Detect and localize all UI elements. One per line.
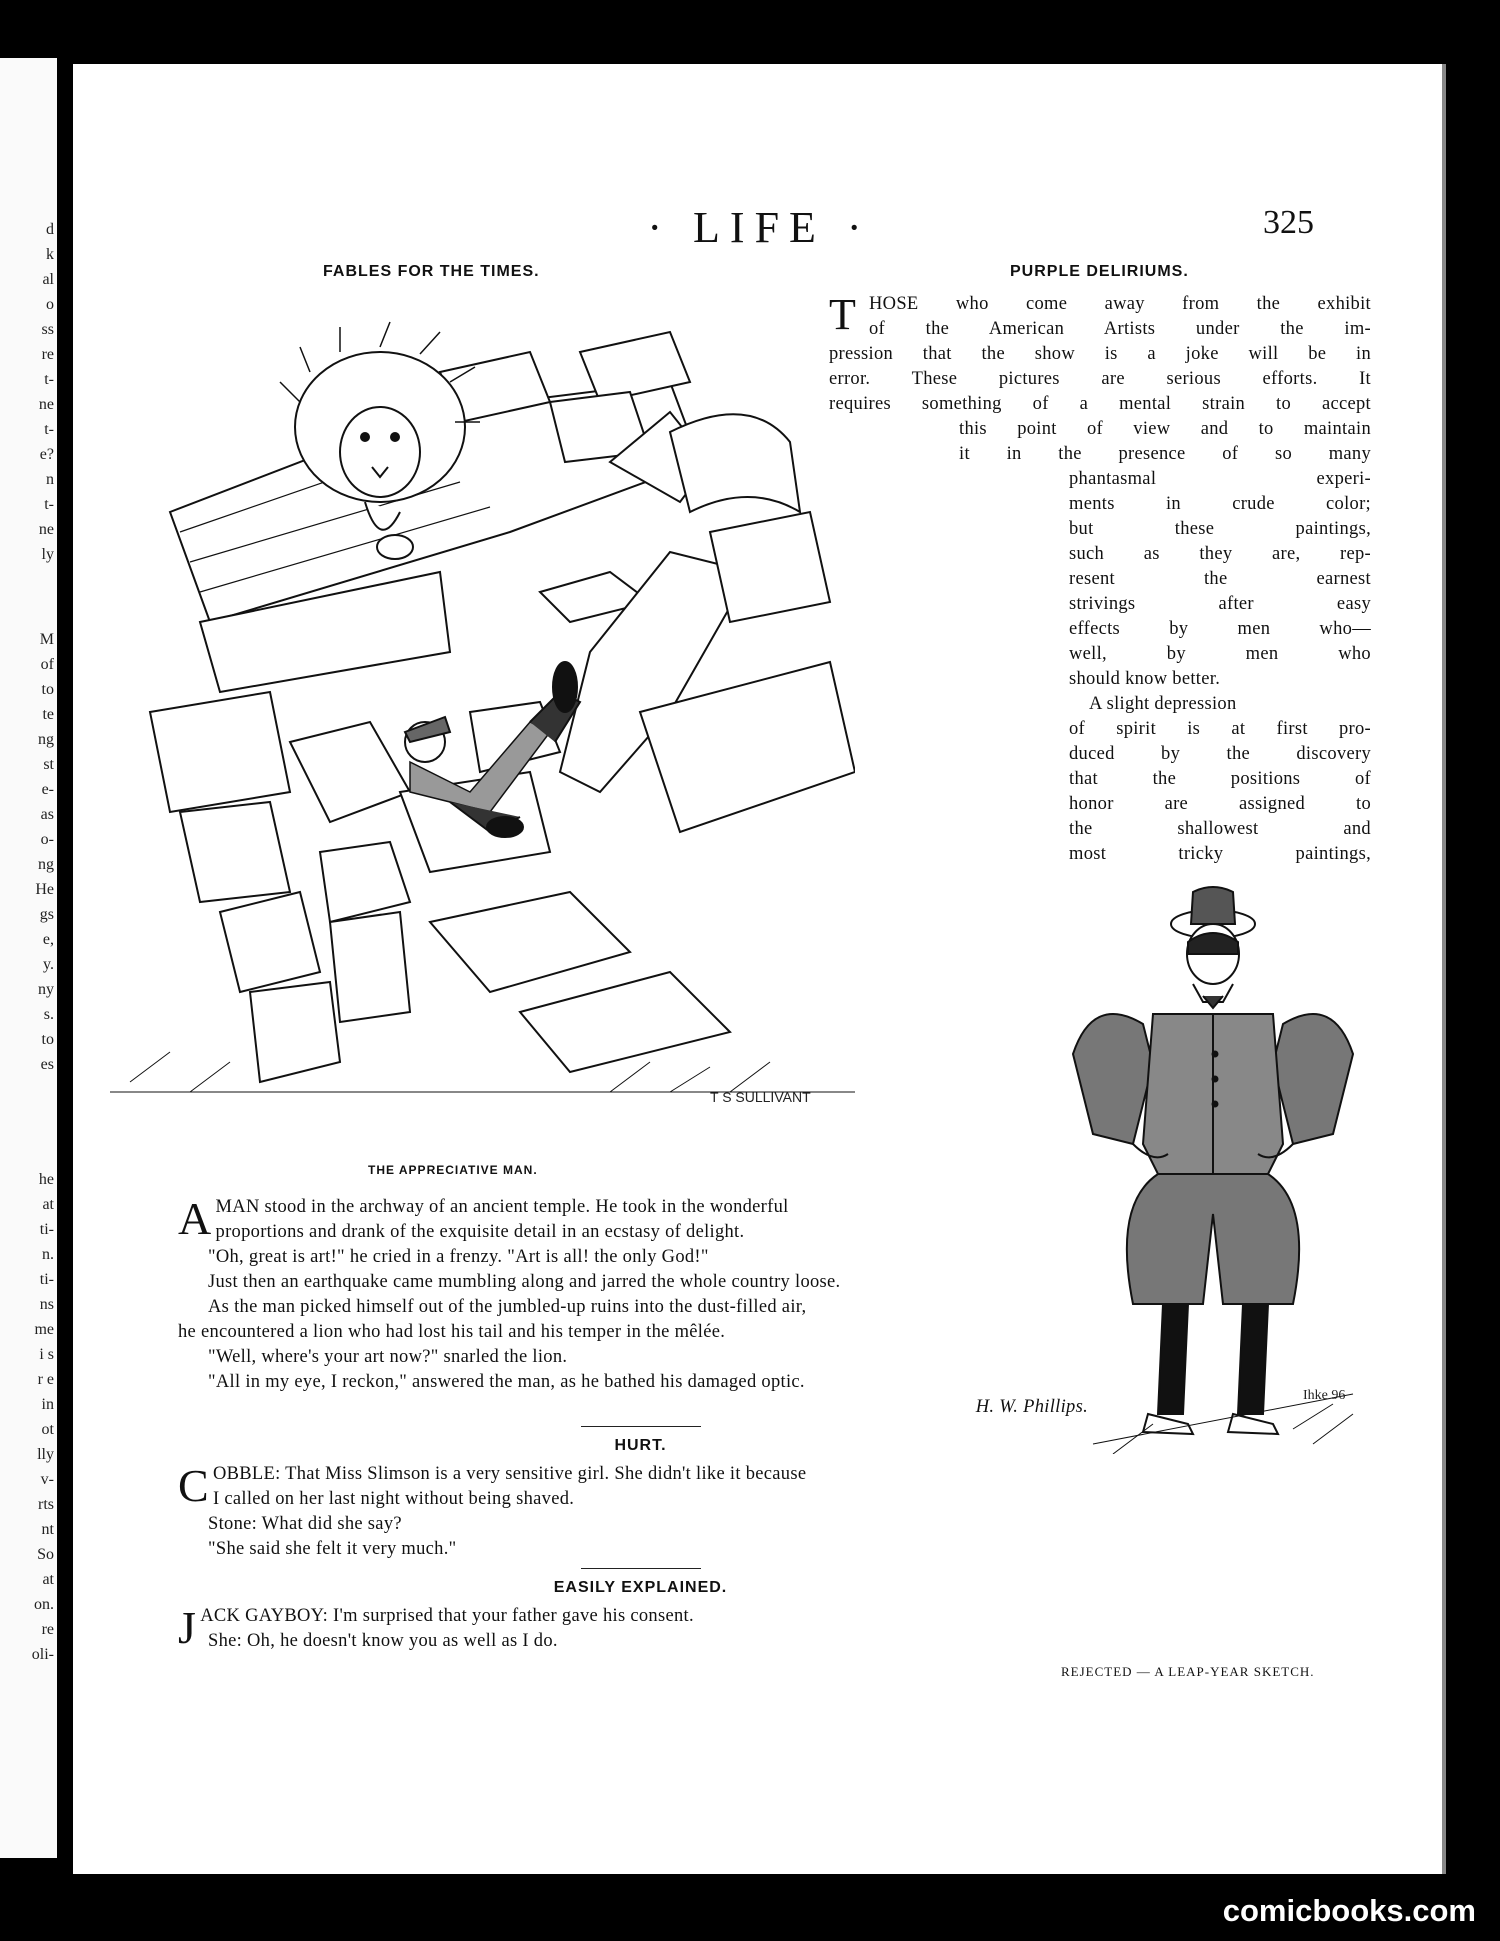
purple-line: the shallowest and bbox=[1069, 819, 1371, 839]
left-page-fragment: in bbox=[41, 1396, 54, 1413]
left-page-fragment: me bbox=[34, 1321, 54, 1338]
left-page-fragment: M bbox=[39, 631, 54, 648]
purple-line: this point of view and to maintain bbox=[959, 419, 1371, 439]
easily-line: ACK GAYBOY: I'm surprised that your father gave his consent. bbox=[200, 1606, 694, 1626]
fable-line: As the man picked himself out of the jumbled-up ruins into the dust-filled air, bbox=[208, 1297, 807, 1317]
left-page-fragment: r e bbox=[37, 1371, 54, 1388]
purple-line: HOSE who come away from the exhibit bbox=[869, 294, 1371, 314]
easily-title: EASILY EXPLAINED. bbox=[553, 1579, 728, 1596]
purple-drop-cap: T bbox=[829, 290, 857, 339]
left-page-fragment: v- bbox=[40, 1471, 54, 1488]
left-page-fragment: st bbox=[43, 756, 54, 773]
purple-line: A slight depression bbox=[1089, 694, 1237, 714]
fable-line: MAN stood in the archway of an ancient temple. He took in the wonderful bbox=[215, 1197, 789, 1217]
left-page-fragment: d bbox=[46, 221, 54, 238]
fable-author: H. W. Phillips. bbox=[975, 1397, 1088, 1417]
left-page-fragment: n bbox=[46, 471, 54, 488]
hurt-line: "She said she felt it very much." bbox=[208, 1539, 457, 1559]
left-page-fragment: re bbox=[41, 1621, 54, 1638]
left-page-fragment: rts bbox=[38, 1496, 54, 1513]
left-page-fragment: t- bbox=[44, 496, 54, 513]
purple-line: that the positions of bbox=[1069, 769, 1371, 789]
left-page-fragment: lly bbox=[37, 1446, 54, 1463]
left-page-fragment: e- bbox=[41, 781, 54, 798]
left-page-fragment: ss bbox=[41, 321, 54, 338]
purple-line: pression that the show is a joke will be in bbox=[829, 344, 1371, 364]
left-page-sliver bbox=[0, 58, 57, 1858]
hurt-title: HURT. bbox=[614, 1437, 667, 1454]
fable-drop-cap: A bbox=[178, 1193, 212, 1244]
fable-line: he encountered a lion who had lost his tail and his temper in the mêlée. bbox=[178, 1322, 726, 1342]
left-page-fragment: i s bbox=[39, 1346, 54, 1363]
purple-line: should know better. bbox=[1069, 669, 1221, 689]
purple-deliriums-column bbox=[829, 292, 1371, 867]
left-page-fragment: es bbox=[40, 1056, 54, 1073]
left-page-fragment: t- bbox=[44, 371, 54, 388]
fable-story bbox=[178, 1195, 1103, 1420]
left-page-fragment: at bbox=[42, 1571, 54, 1588]
left-page-fragment: gs bbox=[39, 906, 54, 923]
hurt-story bbox=[178, 1462, 1103, 1562]
left-column-stories bbox=[178, 1195, 1103, 1654]
left-page-fragment: to bbox=[41, 681, 54, 698]
section-divider bbox=[581, 1426, 701, 1427]
purple-line: error. These pictures are serious efforts. It bbox=[829, 369, 1371, 389]
masthead-title: · LIFE · bbox=[647, 203, 872, 252]
page-number: 325 bbox=[1263, 204, 1314, 241]
left-page-fragment: al bbox=[42, 271, 54, 288]
purple-line: of spirit is at first pro- bbox=[1069, 719, 1371, 739]
fable-line: "Oh, great is art!" he cried in a frenzy. "Art is all! the only God!" bbox=[208, 1247, 709, 1267]
left-page-fragment: e? bbox=[39, 446, 54, 463]
left-page-fragment: on. bbox=[34, 1596, 54, 1613]
illustration-signature: T S SULLIVANT bbox=[710, 1089, 811, 1105]
easily-line: She: Oh, he doesn't know you as well as I do. bbox=[208, 1631, 558, 1651]
left-page-fragment: at bbox=[42, 1196, 54, 1213]
purple-line: well, by men who bbox=[1069, 644, 1371, 664]
purple-line: but these paintings, bbox=[1069, 519, 1371, 539]
left-page-fragment: ti- bbox=[39, 1271, 54, 1288]
left-page-fragment: o bbox=[46, 296, 54, 313]
purple-line: duced by the discovery bbox=[1069, 744, 1371, 764]
purple-line: strivings after easy bbox=[1069, 594, 1371, 614]
left-page-fragment: to bbox=[41, 1031, 54, 1048]
left-page-fragment: So bbox=[37, 1546, 54, 1563]
left-page-fragment: ot bbox=[41, 1421, 54, 1438]
sketch-signature: Ihke 96 bbox=[1303, 1388, 1346, 1403]
left-page-fragment: ng bbox=[38, 731, 54, 748]
left-page-fragment: of bbox=[40, 656, 54, 673]
left-page-fragment: o- bbox=[40, 831, 54, 848]
purple-line: resent the earnest bbox=[1069, 569, 1371, 589]
magazine-page bbox=[73, 64, 1446, 1874]
watermark: comicbooks.com bbox=[1222, 1893, 1476, 1928]
left-page-fragment: ne bbox=[38, 396, 54, 413]
purple-line: honor are assigned to bbox=[1069, 794, 1371, 814]
easily-story bbox=[178, 1604, 1103, 1654]
illustration-leap-year-sketch bbox=[1053, 884, 1373, 1454]
purple-line: requires something of a mental strain to accept bbox=[829, 394, 1371, 414]
left-page-fragment: He bbox=[35, 881, 54, 898]
left-page-fragment: ti- bbox=[39, 1221, 54, 1238]
fable-line: "Well, where's your art now?" snarled the lion. bbox=[208, 1347, 568, 1367]
section-divider bbox=[581, 1568, 701, 1569]
left-page-fragment: te bbox=[42, 706, 54, 723]
purple-line: ments in crude color; bbox=[1069, 494, 1371, 514]
left-page-fragment: y. bbox=[43, 956, 54, 973]
purple-line: such as they are, rep- bbox=[1069, 544, 1371, 564]
left-page-fragment: he bbox=[38, 1171, 54, 1188]
purple-line: of the American Artists under the im- bbox=[869, 319, 1371, 339]
left-page-fragment: ng bbox=[38, 856, 54, 873]
hurt-drop-cap: C bbox=[178, 1460, 209, 1511]
left-page-fragment: re bbox=[41, 346, 54, 363]
masthead bbox=[73, 202, 1446, 253]
left-page-fragment: as bbox=[40, 806, 54, 823]
left-page-fragment: nt bbox=[41, 1521, 54, 1538]
purple-line: phantasmal experi- bbox=[1069, 469, 1371, 489]
left-page-fragment: t- bbox=[44, 421, 54, 438]
left-page-fragment: s. bbox=[43, 1006, 54, 1023]
left-page-fragment: ly bbox=[41, 546, 54, 563]
sketch-caption: REJECTED — A LEAP-YEAR SKETCH. bbox=[1061, 1664, 1315, 1679]
left-page-fragment: ny bbox=[38, 981, 54, 998]
fable-line: "All in my eye, I reckon," answered the man, as he bathed his damaged optic. bbox=[208, 1372, 805, 1392]
left-page-fragment: e, bbox=[42, 931, 54, 948]
easily-drop-cap: J bbox=[178, 1602, 197, 1653]
purple-narrow-block bbox=[1069, 467, 1371, 867]
left-page-fragment: n. bbox=[42, 1246, 54, 1263]
hurt-line: OBBLE: That Miss Slimson is a very sensitive girl. She didn't like it because bbox=[212, 1464, 807, 1484]
hurt-line: Stone: What did she say? bbox=[208, 1514, 402, 1534]
illustration-caption: THE APPRECIATIVE MAN. bbox=[368, 1163, 538, 1177]
hurt-line: I called on her last night without being shaved. bbox=[212, 1489, 575, 1509]
fable-line: proportions and drank of the exquisite detail in an ecstasy of delight. bbox=[215, 1222, 745, 1242]
purple-line: effects by men who— bbox=[1069, 619, 1371, 639]
purple-line: most tricky paintings, bbox=[1069, 844, 1371, 864]
left-page-fragment: oli- bbox=[31, 1646, 54, 1663]
left-page-fragment: k bbox=[46, 246, 54, 263]
left-page-fragment: ns bbox=[39, 1296, 54, 1313]
fable-line: Just then an earthquake came mumbling along and jarred the whole country loose. bbox=[208, 1272, 841, 1292]
left-column-title: FABLES FOR THE TIMES. bbox=[323, 263, 540, 280]
purple-line: it in the presence of so many bbox=[959, 444, 1371, 464]
right-column-title: PURPLE DELIRIUMS. bbox=[1010, 263, 1189, 280]
left-page-fragment: ne bbox=[38, 521, 54, 538]
illustration-appreciative-man bbox=[110, 292, 855, 1152]
